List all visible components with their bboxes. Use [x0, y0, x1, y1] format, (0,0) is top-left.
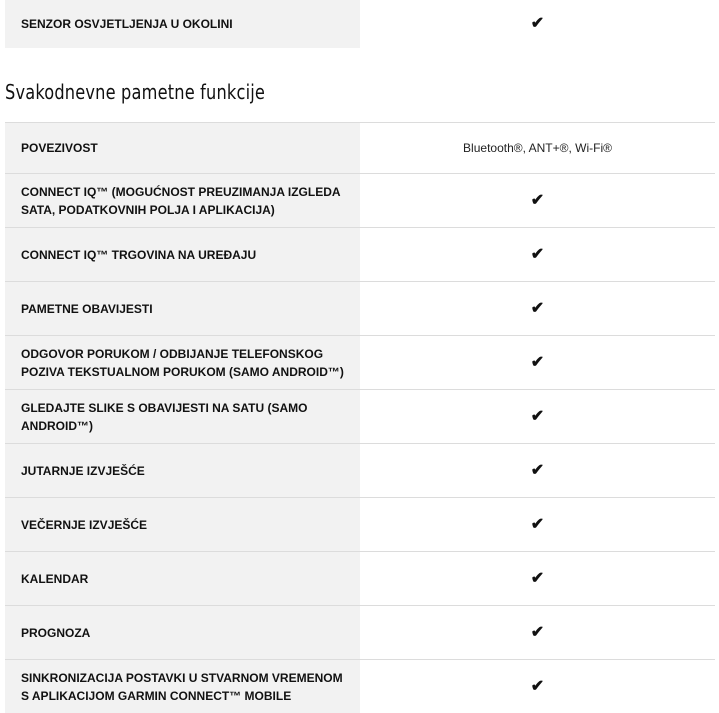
- section-title: Svakodnevne pametne funkcije: [5, 80, 266, 104]
- feature-label: POVEZIVOST: [5, 123, 360, 173]
- feature-label: JUTARNJE IZVJEŠĆE: [5, 444, 360, 497]
- table-row: [5, 123, 715, 173]
- feature-label: PROGNOZA: [5, 606, 360, 659]
- table-row: [5, 444, 715, 497]
- feature-label: ODGOVOR PORUKOM / ODBIJANJE TELEFONSKOG POZIVA TEKSTUALNOM PORUKOM (SAMO ANDROID™): [5, 336, 360, 389]
- checkmark-icon: ✔: [530, 15, 545, 32]
- table-row: [5, 498, 715, 551]
- checkmark-icon: ✔: [530, 461, 545, 479]
- checkmark-icon: ✔: [530, 299, 545, 317]
- feature-label: SENZOR OSVJETLJENJA U OKOLINI: [5, 0, 360, 48]
- table-row: [5, 552, 715, 605]
- table-row: [5, 174, 715, 227]
- checkmark-icon: ✔: [530, 515, 545, 533]
- feature-label: PAMETNE OBAVIJESTI: [5, 282, 360, 335]
- checkmark-icon: ✔: [530, 569, 545, 587]
- feature-label: SINKRONIZACIJA POSTAVKI U STVARNOM VREMENOM S APLIKACIJOM GARMIN CONNECT™ MOBILE: [5, 660, 360, 713]
- checkmark-icon: ✔: [530, 677, 545, 695]
- table-row: [5, 282, 715, 335]
- connectivity-value: Bluetooth®, ANT+®, Wi-Fi®: [463, 141, 612, 155]
- table-row: [5, 606, 715, 659]
- feature-label: GLEDAJTE SLIKE S OBAVIJESTI NA SATU (SAMO ANDROID™): [5, 390, 360, 443]
- table-row: [5, 660, 715, 713]
- table-row: [5, 228, 715, 281]
- checkmark-icon: ✔: [530, 245, 545, 263]
- feature-label: VEČERNJE IZVJEŠĆE: [5, 498, 360, 551]
- table-row: [5, 336, 715, 389]
- table-row: [5, 390, 715, 443]
- table-row: [5, 0, 715, 48]
- feature-label: CONNECT IQ™ (MOGUĆNOST PREUZIMANJA IZGLEDA SATA, PODATKOVNIH POLJA I APLIKACIJA): [5, 174, 360, 227]
- checkmark-icon: ✔: [530, 623, 545, 641]
- checkmark-icon: ✔: [530, 353, 545, 371]
- feature-label: KALENDAR: [5, 552, 360, 605]
- feature-label: CONNECT IQ™ TRGOVINA NA UREĐAJU: [5, 228, 360, 281]
- checkmark-icon: ✔: [530, 407, 545, 425]
- checkmark-icon: ✔: [530, 191, 545, 209]
